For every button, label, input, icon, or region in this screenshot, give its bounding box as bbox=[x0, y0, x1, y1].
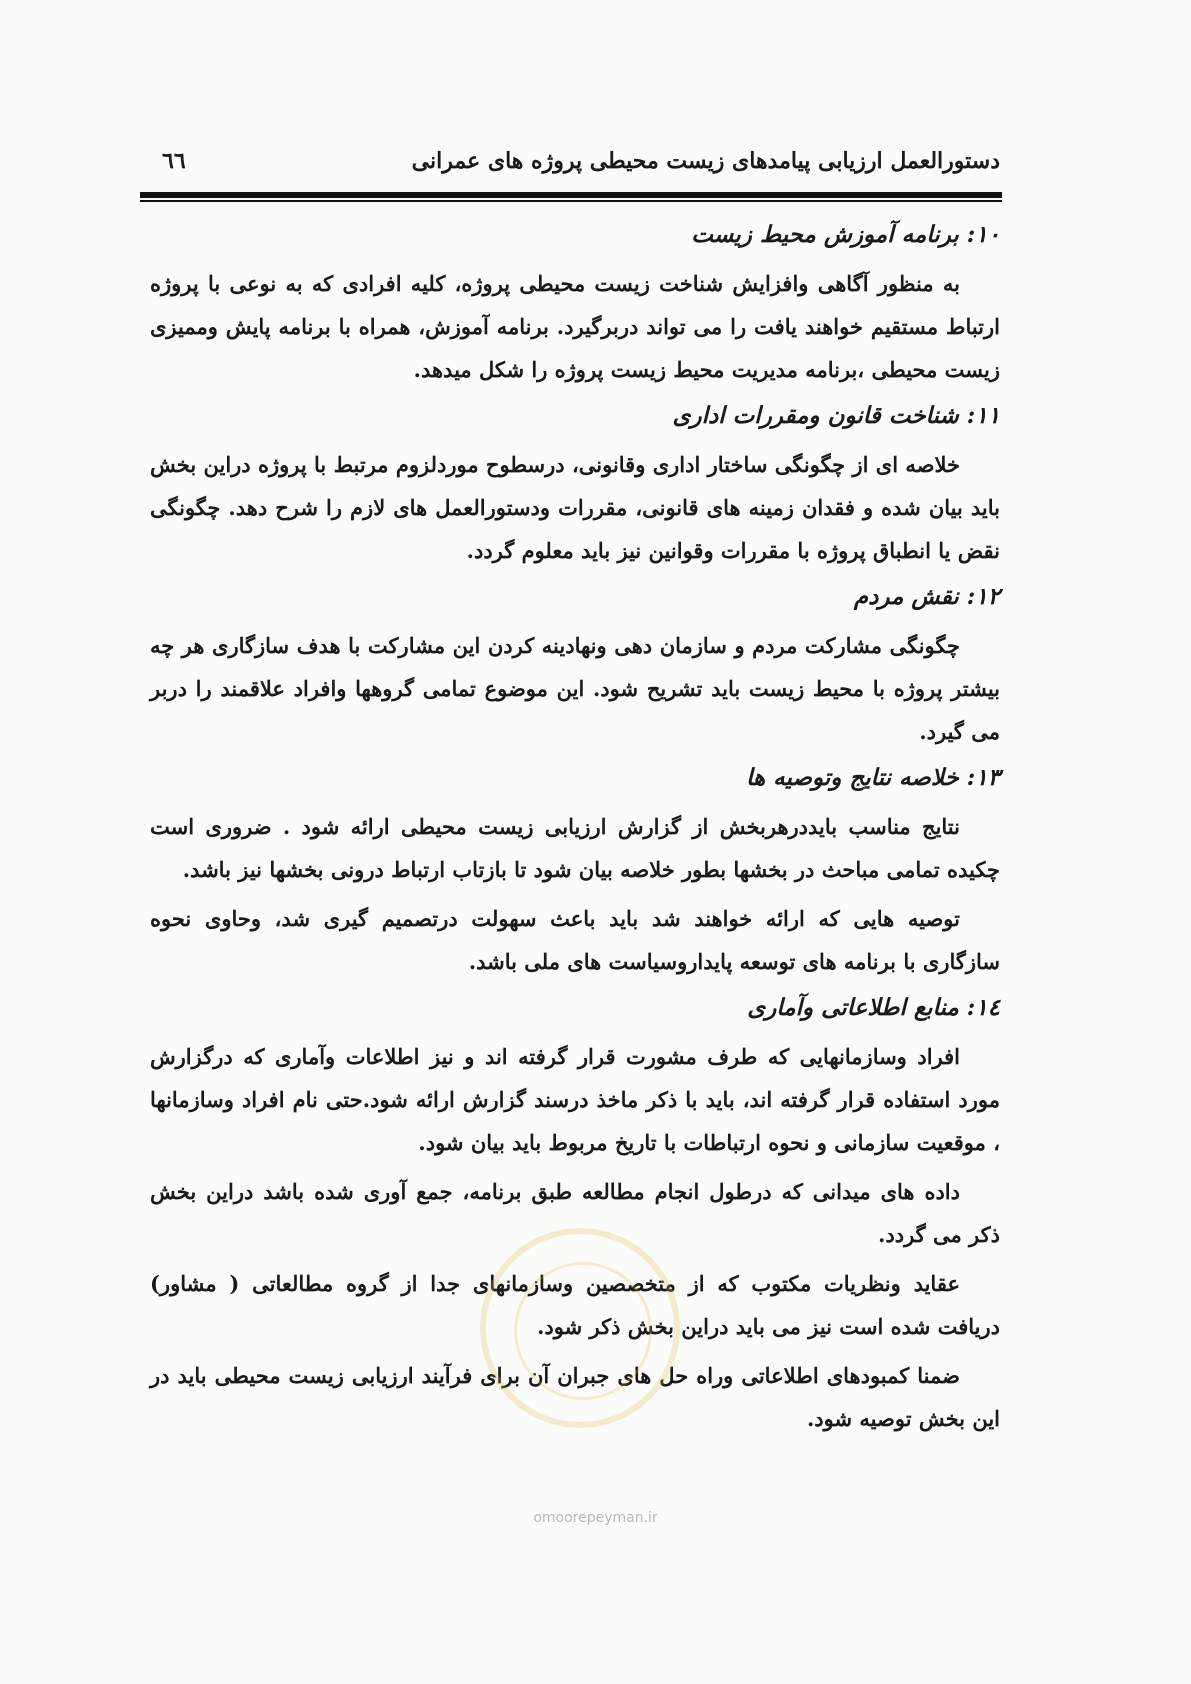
page-number: ٦٦ bbox=[162, 148, 186, 174]
paragraph: داده های میدانی که درطول انجام مطالعه طبق برنامه، جمع آوری شده باشد دراین بخش ذکر می گردد. bbox=[150, 1179, 1000, 1247]
paragraph: ضمنا کمبودهای اطلاعاتی وراه حل های جبران آن برای فرآیند ارزیابی زیست محیطی باید در این بخش توصیه شود. bbox=[150, 1363, 1000, 1431]
section-public-role bbox=[150, 580, 1000, 753]
section-heading: ۱۰: برنامه آموزش محیط زیست bbox=[691, 221, 1000, 248]
section-education bbox=[150, 218, 1000, 391]
paragraph: خلاصه ای از چگونگی ساختار اداری وقانونی، درسطوح موردلزوم مرتبط با پروژه دراین بخش باید بیان شده و فقدان زمینه های قانونی، مقررات ودستورالعمل های لازم را شرح دهد. چگونگی نقض یا انطباق پروژه با مقررات وقوانین نیز باید معلوم گردد. bbox=[150, 452, 1000, 563]
header-rule-thick bbox=[140, 192, 1002, 198]
header-rule-thin bbox=[140, 200, 1002, 202]
header-title: دستورالعمل ارزیابی پیامدهای زیست محیطی پروژه های عمرانی bbox=[411, 148, 1000, 174]
paragraph: چگونگی مشارکت مردم و سازمان دهی ونهادینه کردن این مشارکت با هدف سازگاری هر چه بیشتر پروژه با محیط زیست باید تشریح شود. این موضوع تمامی گروهها وافراد علاقمند را دربر می گیرد. bbox=[150, 633, 1000, 744]
paragraph: افراد وسازمانهایی که طرف مشورت قرار گرفته اند و نیز اطلاعات وآماری که درگزارش مورد استفاده قرار گرفته اند، باید با ذکر ماخذ درسند گزارش ارائه شود.حتی نام افراد وسازمانها ، موقعیت سازمانی و نحوه ارتباطات با تاریخ مربوط باید بیان شود. bbox=[150, 1044, 1000, 1155]
paragraph: نتایج مناسب بایددرهربخش از گزارش ارزیابی زیست محیطی ارائه شود . ضروری است چکیده تمامی مباحث در بخشها بطور خلاصه بیان شود تا بازتاب ارتباط درونی بخشها نیز باشد. bbox=[150, 814, 1000, 882]
running-header bbox=[140, 148, 1000, 184]
section-heading: ۱۱: شناخت قانون ومقررات اداری bbox=[672, 402, 1000, 429]
section-heading: ۱۲: نقش مردم bbox=[853, 583, 1000, 610]
section-laws bbox=[150, 399, 1000, 572]
watermark-site: omoorepeyman.ir bbox=[533, 1510, 658, 1526]
section-heading: ۱۳: خلاصه نتایج وتوصیه ها bbox=[746, 764, 1000, 791]
section-heading: ۱٤: منابع اطلاعاتی وآماری bbox=[747, 994, 1000, 1021]
section-summary bbox=[150, 761, 1000, 983]
watermark-seal-inner bbox=[514, 1262, 652, 1400]
paragraph: به منظور آگاهی وافزایش شناخت زیست محیطی پروژه، کلیه افرادی که به نوعی با پروژه ارتباط مستقیم خواهند یافت را می تواند دربرگیرد. برنامه آموزش، همراه با برنامه پایش وممیزی زیست محیطی ،برنامه مدیریت محیط زیست پروژه را شکل میدهد. bbox=[150, 271, 1000, 382]
paragraph: عقاید ونظریات مکتوب که از متخصصین وسازمانهای جدا از گروه مطالعاتی ( مشاور) دریافت شده است نیز می باید دراین بخش ذکر شود. bbox=[150, 1271, 1000, 1339]
paragraph: توصیه هایی که ارائه خواهند شد باید باعث سهولت درتصمیم گیری شد، وحاوی نحوه سازگاری با برنامه های توسعه پایداروسیاست های ملی باشد. bbox=[150, 906, 1000, 974]
watermark-seal-icon bbox=[480, 1228, 680, 1428]
